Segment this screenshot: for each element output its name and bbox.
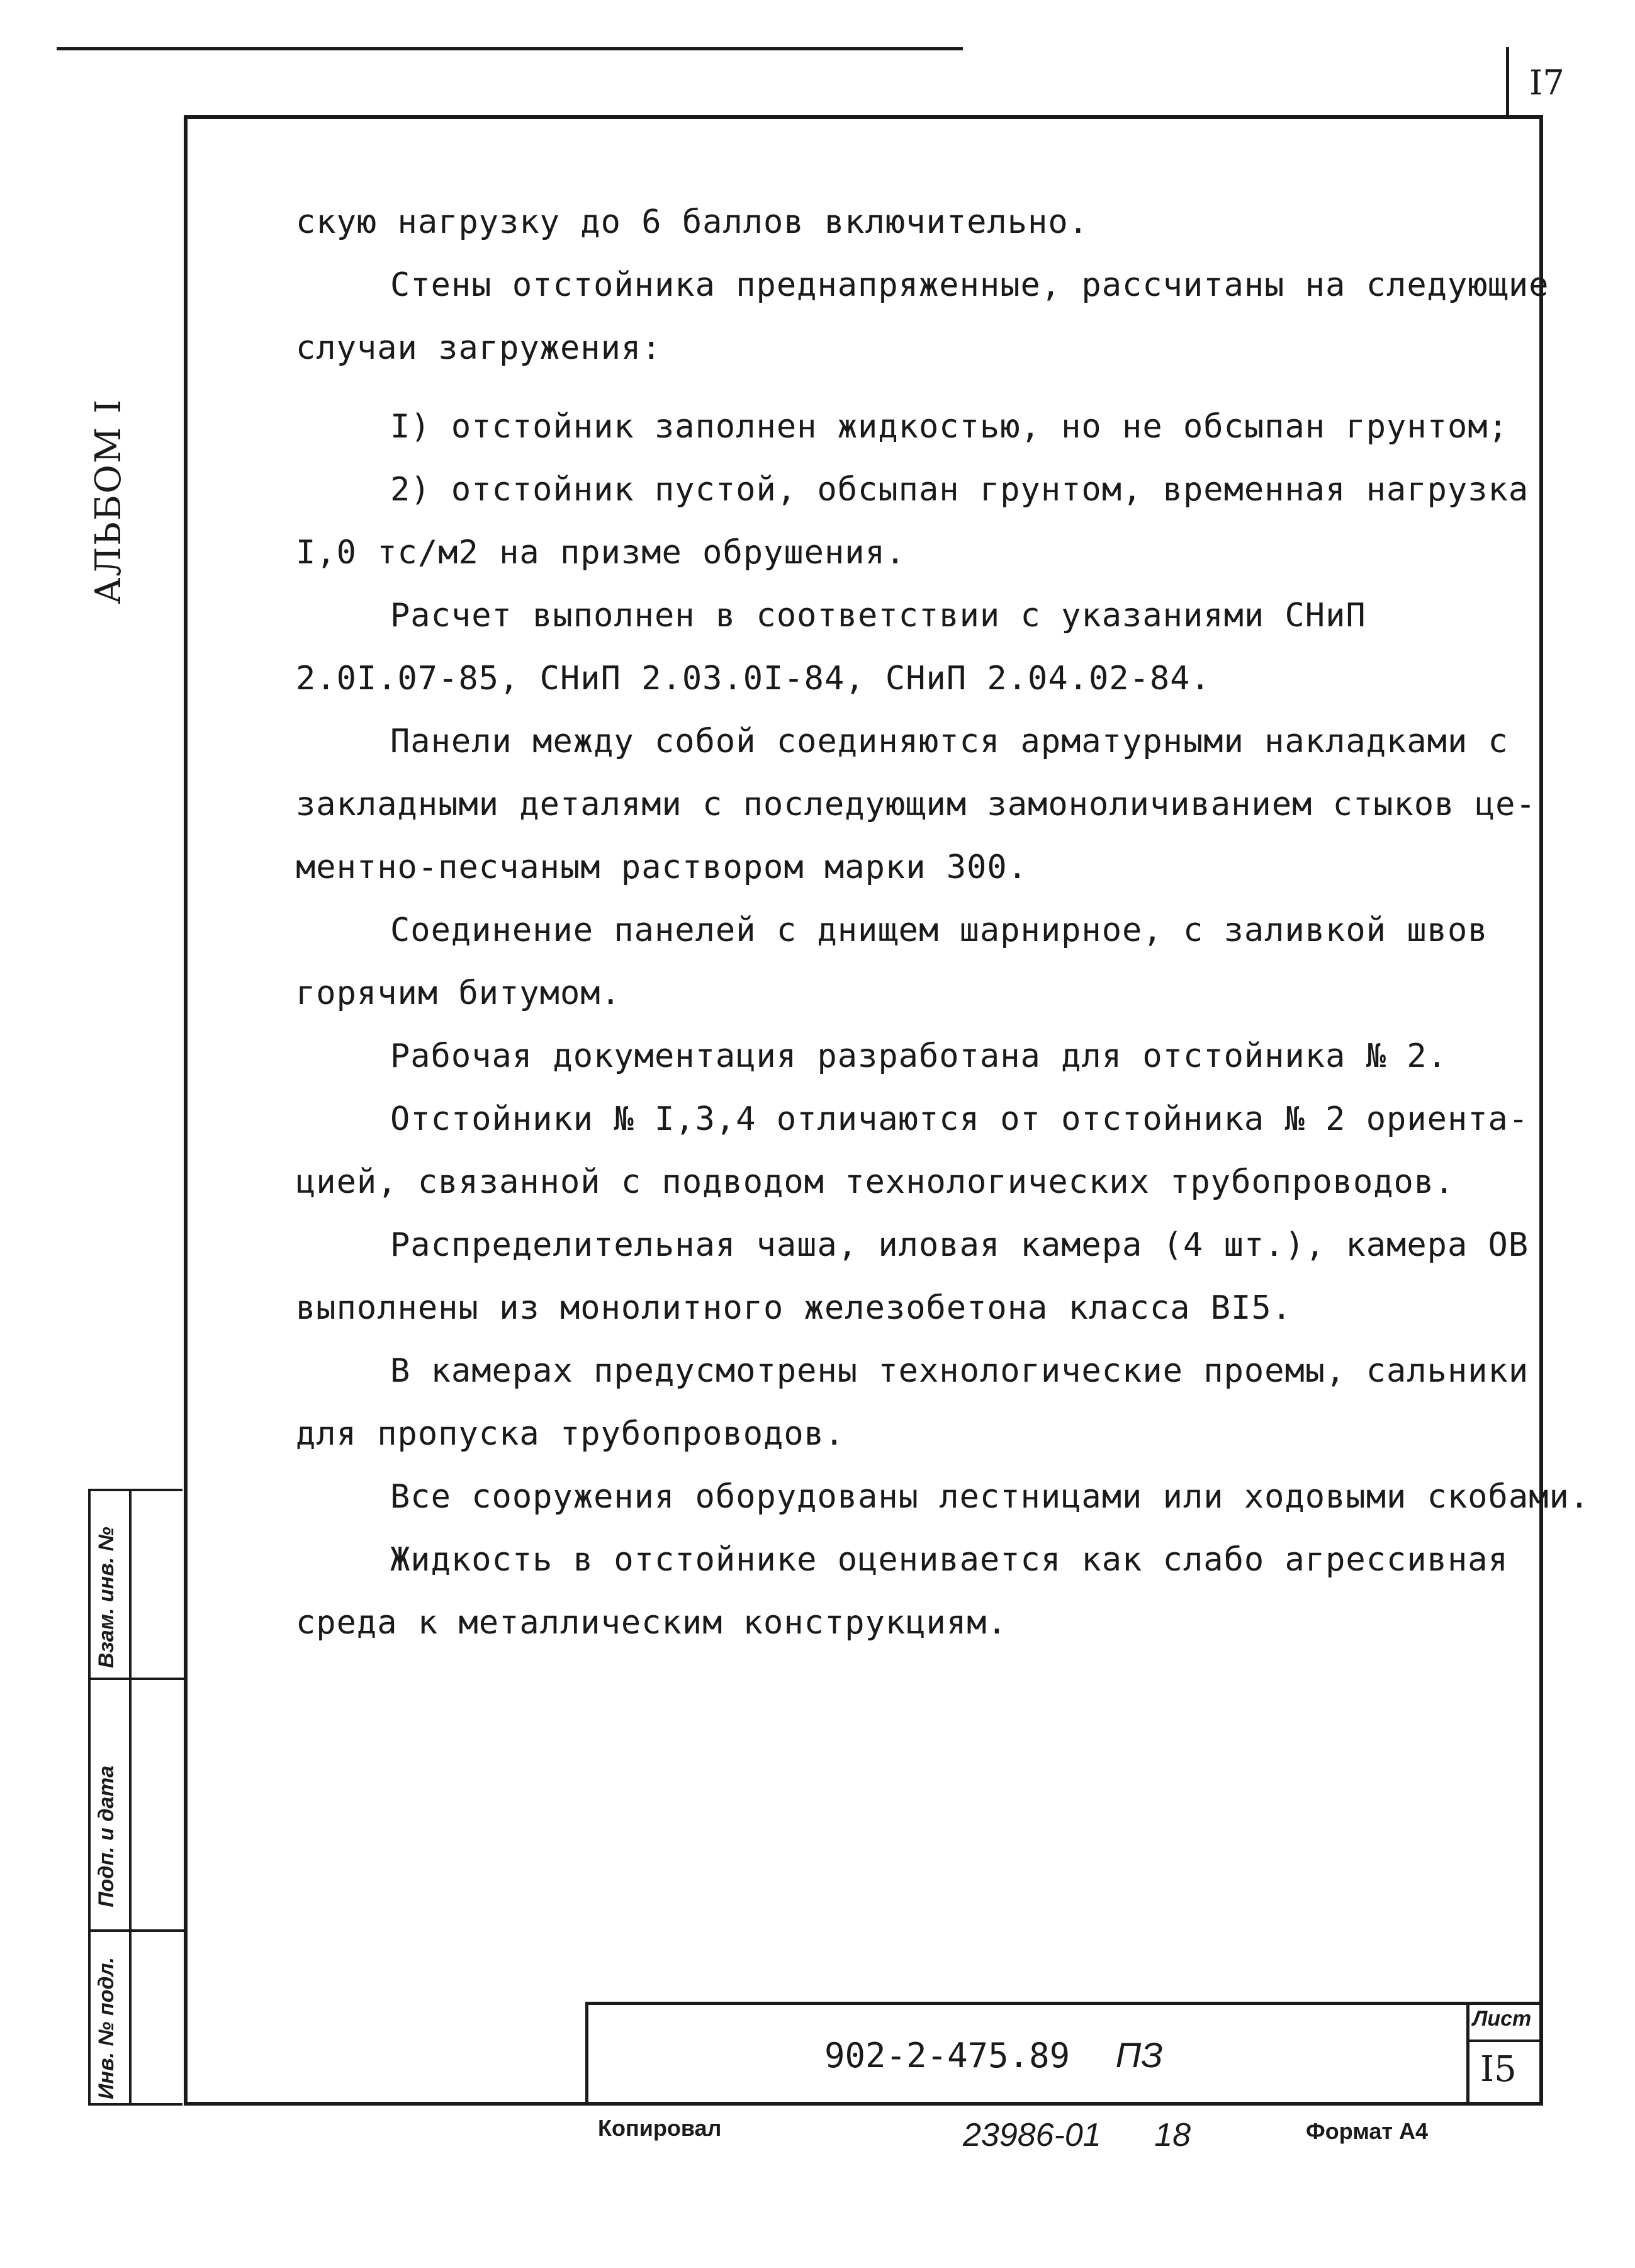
album-label (88, 398, 129, 604)
body-line-22: Жидкость в отстойнике оценивается как слабо агрессивная (390, 1541, 1509, 1579)
body-line-14: Рабочая документация разработана для отстойника № 2. (390, 1037, 1447, 1075)
title-block-divider (1466, 2002, 1469, 2106)
sheet-label-divider (1466, 2040, 1543, 2042)
corner-divider (1506, 47, 1509, 116)
body-line-11: ментно-песчаным раствором марки 300. (296, 849, 1028, 886)
album-label-text: АЛЬБОМ I (88, 398, 129, 604)
doc-code-number: 902-2-475.89 (824, 2036, 1070, 2075)
side-stamp-column-divider (129, 1489, 132, 2106)
body-line-2: Стены отстойника преднапряженные, рассчитаны на следующие (390, 266, 1549, 304)
body-line-19: В камерах предусмотрены технологические проемы, сальники (390, 1352, 1529, 1390)
body-line-6: I,0 тс/м2 на призме обрушения. (296, 534, 906, 572)
body-line-23: среда к металлическим конструкциям. (296, 1604, 1008, 1642)
body-line-3: случаи загружения: (296, 329, 662, 367)
body-line-12: Соединение панелей с днищем шарнирное, с заливкой швов (390, 911, 1488, 949)
body-line-18: выполнены из монолитного железобетона класса ВI5. (296, 1289, 1293, 1327)
body-line-13: горячим битумом. (296, 974, 621, 1012)
body-line-9: Панели между собой соединяются арматурными накладками с (390, 723, 1509, 760)
body-line-8: 2.0I.07-85, СНиП 2.03.0I-84, СНиП 2.04.02-84. (296, 660, 1211, 697)
body-line-5: 2) отстойник пустой, обсыпан грунтом, временная нагрузка (390, 471, 1529, 509)
podp-data-label: Подп. и дата (94, 1765, 118, 1907)
order-page-text: 18 (1154, 2117, 1191, 2153)
doc-code (824, 2034, 1163, 2075)
side-stamp-row-divider-2 (88, 1929, 184, 1932)
body-line-20: для пропуска трубопроводов. (296, 1415, 845, 1453)
body-line-16: цией, связанной с подводом технологических трубопроводов. (296, 1163, 1455, 1201)
body-line-4: I) отстойник заполнен жидкостью, но не обсыпан грунтом; (390, 408, 1509, 446)
body-line-1: скую нагрузку до 6 баллов включительно. (296, 203, 1089, 241)
side-stamp-row-divider-1 (88, 1678, 184, 1680)
copied-label: Копировал (598, 2115, 722, 2141)
inv-podl-label: Инв. № подл. (94, 1957, 118, 2099)
corner-page-number: I7 (1529, 63, 1565, 103)
order-number-text: 23986-01 (963, 2117, 1101, 2153)
body-line-7: Расчет выполнен в соответствии с указаниями СНиП (390, 597, 1366, 635)
top-rule (57, 47, 963, 50)
vzam-inv-label: Взам. инв. № (94, 1526, 118, 1668)
body-line-15: Отстойники № I,3,4 отличаются от отстойника № 2 ориента- (390, 1100, 1529, 1138)
body-line-10: закладными деталями с последующим замоноличиванием стыков це- (296, 786, 1536, 823)
sheet-label: Лист (1473, 2007, 1532, 2031)
body-line-17: Распределительная чаша, иловая камера (4 шт.), камера ОВ (390, 1226, 1529, 1264)
order-number (963, 2116, 1191, 2154)
sheet-number: I5 (1480, 2049, 1517, 2090)
doc-code-suffix: ПЗ (1115, 2035, 1163, 2075)
body-line-21: Все сооружения оборудованы лестницами или ходовыми скобами. (390, 1478, 1590, 1516)
format-label: Формат А4 (1306, 2118, 1429, 2144)
